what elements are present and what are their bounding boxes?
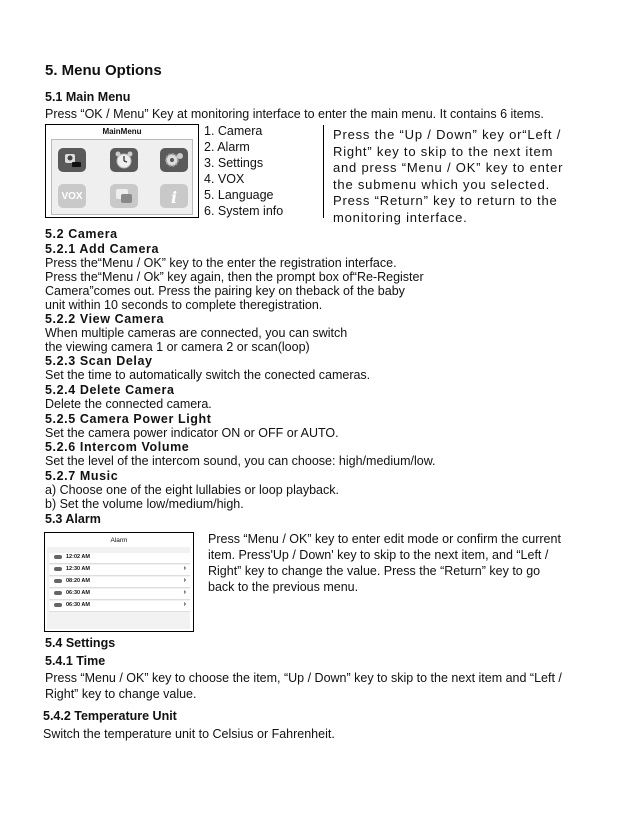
- section-title-main-menu: 5.1 Main Menu: [45, 90, 131, 104]
- alarm-row: [49, 565, 190, 576]
- main-menu-note-line: Press “Return” key to return to the: [333, 193, 558, 208]
- gear-icon: [160, 148, 188, 172]
- subsection-title-add-camera: 5.2.1 Add Camera: [45, 242, 160, 256]
- alarm-time: 12:02 AM: [66, 554, 90, 560]
- alarm-time: 08:20 AM: [66, 578, 90, 584]
- subsection-title-intercom-volume: 5.2.6 Intercom Volume: [45, 440, 190, 454]
- svg-text:i: i: [170, 188, 178, 207]
- main-menu-note-line: Press the “Up / Down” key or“Left /: [333, 127, 562, 142]
- section-title-camera: 5.2 Camera: [45, 227, 118, 241]
- main-menu-item: 4. VOX: [204, 172, 245, 186]
- scan-delay-text: Set the time to automatically switch the conected cameras.: [45, 368, 371, 382]
- main-menu-item: 1. Camera: [204, 124, 263, 138]
- main-menu-note-line: monitoring interface.: [333, 209, 468, 225]
- vox-icon-label: VOX: [61, 190, 83, 202]
- delete-camera-text: Delete the connected camera.: [45, 397, 212, 411]
- main-menu-icon-grid: [51, 139, 193, 215]
- add-camera-text: Press the“Menu / OK” key to the enter the registration interface.: [45, 256, 397, 270]
- add-camera-text: Camera”comes out. Press the pairing key on theback of the baby: [45, 284, 405, 298]
- main-menu-intro: Press “OK / Menu” Key at monitoring interface to enter the main menu. It contains 6 items.: [45, 107, 544, 121]
- main-menu-note-line: and press “Menu / OK” key to enter: [333, 160, 564, 175]
- main-menu-item: 5. Language: [204, 188, 274, 202]
- time-text: Right” key to change value.: [45, 687, 197, 701]
- toggle-icon: [54, 603, 62, 607]
- subsection-title-delete-camera: 5.2.4 Delete Camera: [45, 383, 175, 397]
- alarm-row: [49, 601, 190, 612]
- alarm-note-line: item. Press'Up / Down' key to skip to the next item, and “Left /: [208, 548, 549, 562]
- alarm-clock-icon: [110, 148, 138, 172]
- chevron-right-icon: ›: [183, 601, 186, 608]
- main-menu-note-line: the submenu which you selected.: [333, 176, 551, 192]
- info-icon: [160, 184, 188, 208]
- alarm-screen: [44, 532, 194, 632]
- subsection-title-scan-delay: 5.2.3 Scan Delay: [45, 354, 153, 368]
- main-menu-note-line: Right” key to skip to the next item: [333, 143, 554, 159]
- time-text: Press “Menu / OK” key to choose the item, “Up / Down” key to skip to the next item and “Left /: [45, 671, 562, 685]
- subsection-title-music: 5.2.7 Music: [45, 469, 119, 483]
- music-text: a) Choose one of the eight lullabies or loop playback.: [45, 483, 339, 497]
- alarm-time: 12:30 AM: [66, 566, 90, 572]
- main-menu-item: 2. Alarm: [204, 140, 250, 154]
- view-camera-text: When multiple cameras are connected, you can switch: [45, 326, 348, 340]
- language-icon: [110, 184, 138, 208]
- chevron-right-icon: ›: [183, 589, 186, 596]
- alarm-note-line: back to the previous menu.: [208, 580, 359, 594]
- section-title-settings: 5.4 Settings: [45, 636, 116, 650]
- page-heading: 5. Menu Options: [45, 62, 162, 79]
- alarm-list: [47, 547, 190, 629]
- main-menu-item: 3. Settings: [204, 156, 264, 170]
- alarm-time: 06:30 AM: [66, 590, 90, 596]
- alarm-note-line: Right” key to change the value. Press the “Return” key to go: [208, 564, 541, 578]
- alarm-time: 06:30 AM: [66, 602, 90, 608]
- add-camera-text: Press the“Menu / Ok” key again, then the prompt box of“Re-Register: [45, 270, 424, 284]
- subsection-title-time: 5.4.1 Time: [45, 654, 106, 668]
- chevron-right-icon: ›: [183, 565, 186, 572]
- alarm-screen-title: Alarm: [110, 537, 128, 544]
- toggle-icon: [54, 579, 62, 583]
- toggle-icon: [54, 591, 62, 595]
- alarm-row: [49, 553, 190, 564]
- alarm-row: [49, 589, 190, 600]
- divider-line: [323, 125, 324, 218]
- intercom-volume-text: Set the level of the intercom sound, you can choose: high/medium/low.: [45, 454, 436, 468]
- power-light-text: Set the camera power indicator ON or OFF or AUTO.: [45, 426, 339, 440]
- chevron-right-icon: ›: [183, 577, 186, 584]
- toggle-icon: [54, 567, 62, 571]
- alarm-note-line: Press “Menu / OK” key to enter edit mode or confirm the current: [208, 532, 561, 546]
- main-menu-screen: [45, 124, 199, 218]
- main-menu-item: 6. System info: [204, 204, 284, 218]
- camera-icon: [58, 148, 86, 172]
- alarm-row: [49, 577, 190, 588]
- view-camera-text: the viewing camera 1 or camera 2 or scan(loop): [45, 340, 310, 354]
- subsection-title-temperature-unit: 5.4.2 Temperature Unit: [43, 709, 177, 723]
- subsection-title-view-camera: 5.2.2 View Camera: [45, 312, 165, 326]
- music-text: b) Set the volume low/medium/high.: [45, 497, 244, 511]
- section-title-alarm: 5.3 Alarm: [45, 512, 101, 526]
- temperature-unit-text: Switch the temperature unit to Celsius or Fahrenheit.: [43, 727, 335, 741]
- toggle-icon: [54, 555, 62, 559]
- vox-icon: [58, 184, 86, 208]
- main-menu-screen-title: MainMenu: [102, 127, 142, 136]
- add-camera-text: unit within 10 seconds to complete theregistration.: [45, 298, 323, 312]
- subsection-title-power-light: 5.2.5 Camera Power Light: [45, 412, 212, 426]
